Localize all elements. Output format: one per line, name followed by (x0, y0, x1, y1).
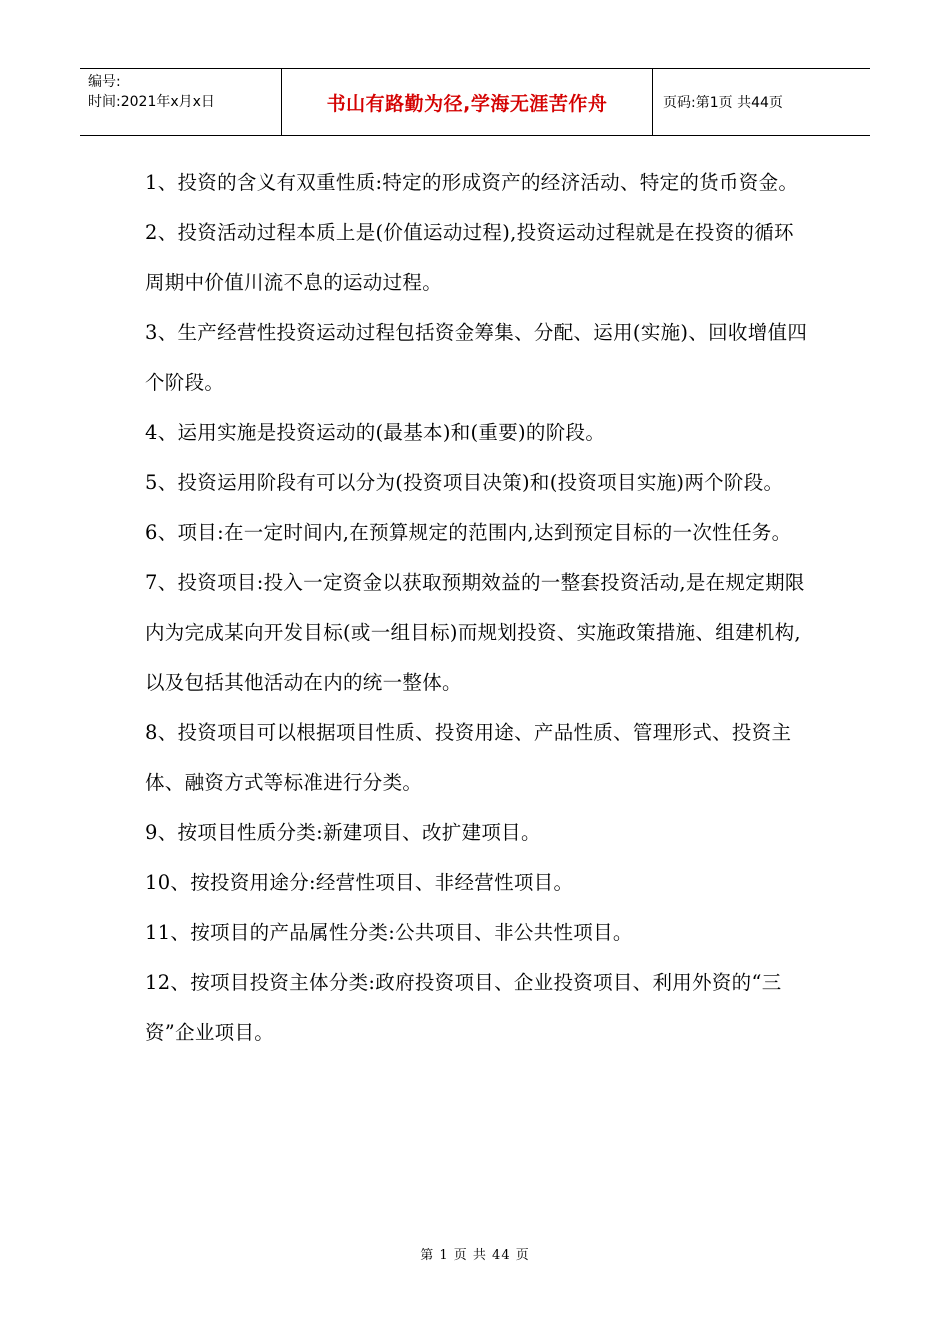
document-body (145, 158, 810, 1058)
paragraph-2: 2、投资活动过程本质上是(价值运动过程),投资运动过程就是在投资的循环周期中价值川流不息的运动过程。 (145, 221, 794, 294)
paragraph-5: 5、投资运用阶段有可以分为(投资项目决策)和(投资项目实施)两个阶段。 (145, 471, 784, 494)
header-page-code-cell (653, 69, 870, 135)
paragraph-1: 1、投资的含义有双重性质:特定的形成资产的经济活动、特定的货币资金。 (145, 171, 799, 194)
header-meta (80, 69, 282, 135)
paragraph-11: 11、按项目的产品属性分类:公共项目、非公共性项目。 (145, 921, 633, 944)
page-footer: 第 1 页 共 44 页 (420, 1248, 530, 1263)
paragraph-7: 7、投资项目:投入一定资金以获取预期效益的一整套投资活动,是在规定期限内为完成某向开发目标(或一组目标)而规划投资、实施政策措施、组建机构,以及包括其他活动在内的统一整体。 (145, 571, 805, 694)
time-label: 时间:2021年x月x日 (88, 94, 215, 110)
header-page-code: 页码:第1页 共44页 (663, 95, 783, 111)
header-motto-cell (282, 69, 653, 135)
paragraph-9: 9、按项目性质分类:新建项目、改扩建项目。 (145, 821, 541, 844)
paragraph-8: 8、投资项目可以根据项目性质、投资用途、产品性质、管理形式、投资主体、融资方式等标准进行分类。 (145, 721, 792, 794)
paragraph-6: 6、项目:在一定时间内,在预算规定的范围内,达到预定目标的一次性任务。 (145, 521, 792, 544)
header-motto: 书山有路勤为径,学海无涯苦作舟 (326, 92, 608, 115)
paragraph-10: 10、按投资用途分:经营性项目、非经营性项目。 (145, 871, 574, 894)
serial-label: 编号: (88, 74, 121, 90)
paragraph-3: 3、生产经营性投资运动过程包括资金筹集、分配、运用(实施)、回收增值四个阶段。 (145, 321, 808, 394)
page-header (80, 68, 870, 136)
paragraph-12: 12、按项目投资主体分类:政府投资项目、企业投资项目、利用外资的“三资”企业项目。 (145, 971, 782, 1044)
paragraph-4: 4、运用实施是投资运动的(最基本)和(重要)的阶段。 (145, 421, 606, 444)
